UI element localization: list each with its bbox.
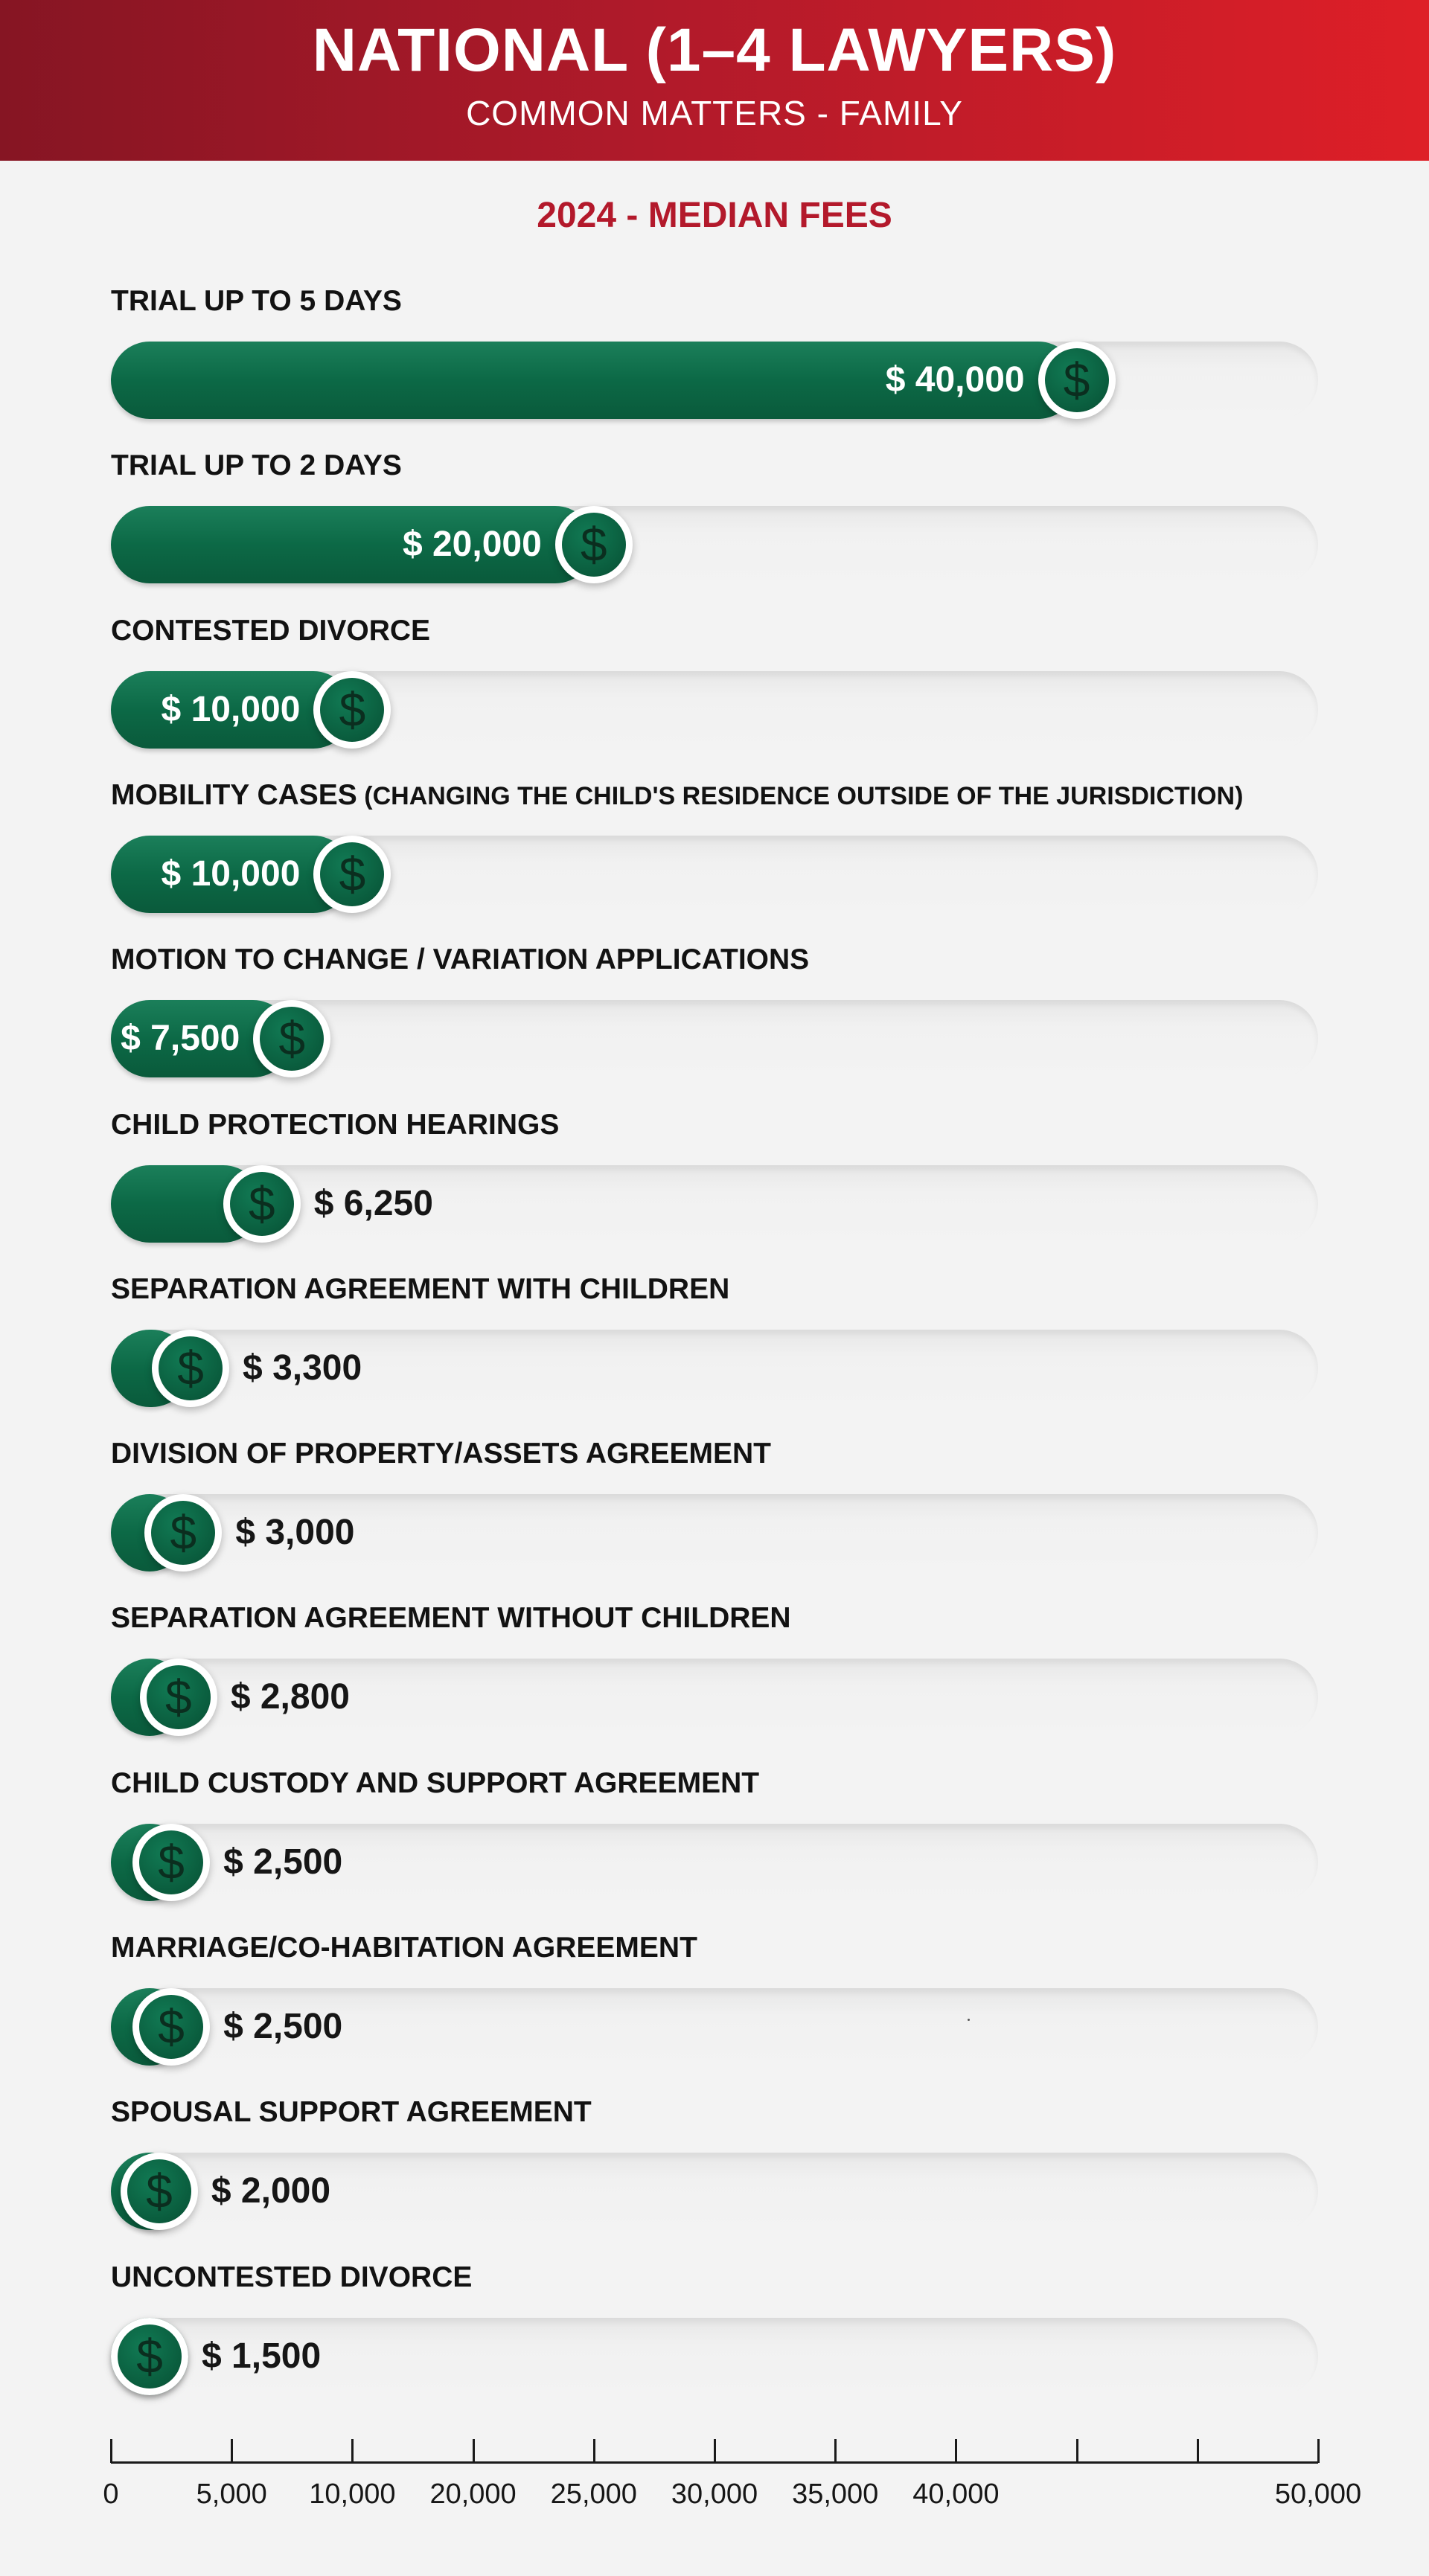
dollar-coin-icon — [144, 1494, 222, 1571]
value-label: $ 3,000 — [235, 1513, 355, 1553]
value-label: $ 3,300 — [243, 1348, 362, 1388]
chart-row — [0, 1596, 1429, 1760]
page-title: NATIONAL (1–4 LAWYERS) — [312, 16, 1117, 84]
category-label-text: CHILD CUSTODY AND SUPPORT AGREEMENT — [111, 1766, 760, 1799]
dollar-sign-icon: $ — [562, 513, 626, 577]
dollar-coin-icon — [152, 1330, 229, 1407]
category-label — [111, 279, 402, 324]
value-label: $ 2,500 — [223, 1842, 343, 1882]
x-tick-label: 25,000 — [550, 2479, 637, 2510]
chart-title: 2024 - MEDIAN FEES — [537, 196, 892, 235]
x-tick-label: 20,000 — [429, 2479, 517, 2510]
chart-row — [0, 1761, 1429, 1925]
dollar-coin-icon — [555, 506, 633, 583]
value-label: $ 1,500 — [202, 2336, 322, 2376]
category-label-text: TRIAL UP TO 2 DAYS — [111, 449, 402, 482]
dollar-coin-icon — [132, 1988, 210, 2066]
value-label: $ 7,500 — [121, 1019, 240, 1059]
dollar-sign-icon: $ — [260, 1007, 324, 1071]
dollar-sign-icon: $ — [320, 842, 384, 906]
x-tick-label: 40,000 — [912, 2479, 1000, 2510]
x-tick — [593, 2439, 595, 2463]
x-tick — [110, 2439, 112, 2463]
chart-row — [0, 443, 1429, 607]
value-label: $ 10,000 — [161, 689, 301, 729]
dollar-sign-icon: $ — [147, 1665, 211, 1729]
category-label-text: CHILD PROTECTION HEARINGS — [111, 1108, 560, 1141]
dollar-coin-icon — [121, 2153, 198, 2230]
dollar-coin-icon — [313, 836, 391, 913]
dollar-coin-icon — [253, 1000, 330, 1077]
value-label: $ 20,000 — [402, 525, 542, 565]
chart-row — [0, 1103, 1429, 1266]
x-tick-label: 5,000 — [196, 2479, 267, 2510]
dollar-sign-icon: $ — [118, 2325, 182, 2388]
chart-row — [0, 1432, 1429, 1595]
category-label — [111, 1103, 559, 1147]
category-note: (CHANGING THE CHILD'S RESIDENCE OUTSIDE OF THE JURISDICTION) — [357, 781, 1244, 810]
dollar-sign-icon: $ — [159, 1336, 223, 1400]
page-subtitle: COMMON MATTERS - FAMILY — [466, 94, 963, 132]
x-tick — [714, 2439, 716, 2463]
x-tick-label: 50,000 — [1274, 2479, 1362, 2510]
category-label — [111, 938, 809, 982]
category-label — [111, 609, 430, 653]
x-tick — [351, 2439, 354, 2463]
value-label: $ 6,250 — [313, 1183, 433, 1223]
value-label: $ 2,500 — [223, 2007, 343, 2046]
x-tick — [1317, 2439, 1320, 2463]
header-banner — [0, 0, 1429, 161]
chart-row — [0, 1267, 1429, 1431]
category-label — [111, 1761, 759, 1806]
category-label-text: SEPARATION AGREEMENT WITH CHILDREN — [111, 1272, 730, 1305]
category-label — [111, 443, 402, 488]
category-label — [111, 1432, 771, 1476]
dollar-sign-icon: $ — [139, 1995, 203, 2059]
dollar-coin-icon — [140, 1659, 217, 1736]
chart-row — [0, 609, 1429, 772]
category-label-text: TRIAL UP TO 5 DAYS — [111, 285, 402, 317]
dollar-coin-icon — [223, 1165, 301, 1243]
x-tick — [955, 2439, 957, 2463]
dollar-coin-icon — [1038, 342, 1116, 419]
x-tick — [231, 2439, 233, 2463]
value-label: $ 2,800 — [230, 1677, 350, 1717]
category-label — [111, 1926, 697, 1970]
chart-row — [0, 2255, 1429, 2419]
x-tick — [1076, 2439, 1078, 2463]
dollar-sign-icon: $ — [151, 1501, 215, 1565]
category-label-text: CONTESTED DIVORCE — [111, 614, 431, 647]
dollar-coin-icon — [132, 1824, 210, 1901]
chart-row — [0, 938, 1429, 1101]
category-label-text: MOBILITY CASES — [111, 778, 357, 811]
category-label-text: MARRIAGE/CO-HABITATION AGREEMENT — [111, 1932, 697, 1964]
dollar-sign-icon: $ — [139, 1830, 203, 1894]
category-label — [111, 2255, 472, 2300]
category-label — [111, 1267, 729, 1312]
category-label-text: UNCONTESTED DIVORCE — [111, 2261, 473, 2293]
category-label-text: SEPARATION AGREEMENT WITHOUT CHILDREN — [111, 1602, 791, 1635]
x-tick-label: 0 — [103, 2479, 119, 2510]
category-label-text: DIVISION OF PROPERTY/ASSETS AGREEMENT — [111, 1438, 772, 1470]
chart-row — [0, 1926, 1429, 2089]
x-tick-label: 30,000 — [671, 2479, 758, 2510]
category-label-text: MOTION TO CHANGE / VARIATION APPLICATIONS — [111, 943, 810, 976]
x-tick — [1197, 2439, 1199, 2463]
chart-row — [0, 773, 1429, 937]
chart-row — [0, 2090, 1429, 2254]
value-label: $ 40,000 — [885, 360, 1025, 400]
x-tick — [834, 2439, 837, 2463]
dollar-coin-icon — [313, 671, 391, 749]
category-label — [111, 773, 1243, 818]
dollar-sign-icon: $ — [230, 1172, 294, 1236]
x-tick-label: 35,000 — [792, 2479, 879, 2510]
dollar-sign-icon: $ — [320, 678, 384, 742]
x-tick — [473, 2439, 475, 2463]
category-label — [111, 2090, 592, 2135]
category-label-text: SPOUSAL SUPPORT AGREEMENT — [111, 2096, 592, 2129]
dollar-coin-icon — [111, 2318, 188, 2395]
value-label: $ 10,000 — [161, 853, 301, 894]
chart-row — [0, 279, 1429, 443]
x-axis — [0, 2426, 1429, 2515]
category-label — [111, 1596, 791, 1641]
value-label: $ 2,000 — [211, 2171, 331, 2211]
dollar-sign-icon: $ — [127, 2159, 191, 2223]
x-tick-label: 10,000 — [309, 2479, 396, 2510]
stray-dot — [968, 2019, 970, 2021]
dollar-sign-icon: $ — [1045, 348, 1109, 412]
